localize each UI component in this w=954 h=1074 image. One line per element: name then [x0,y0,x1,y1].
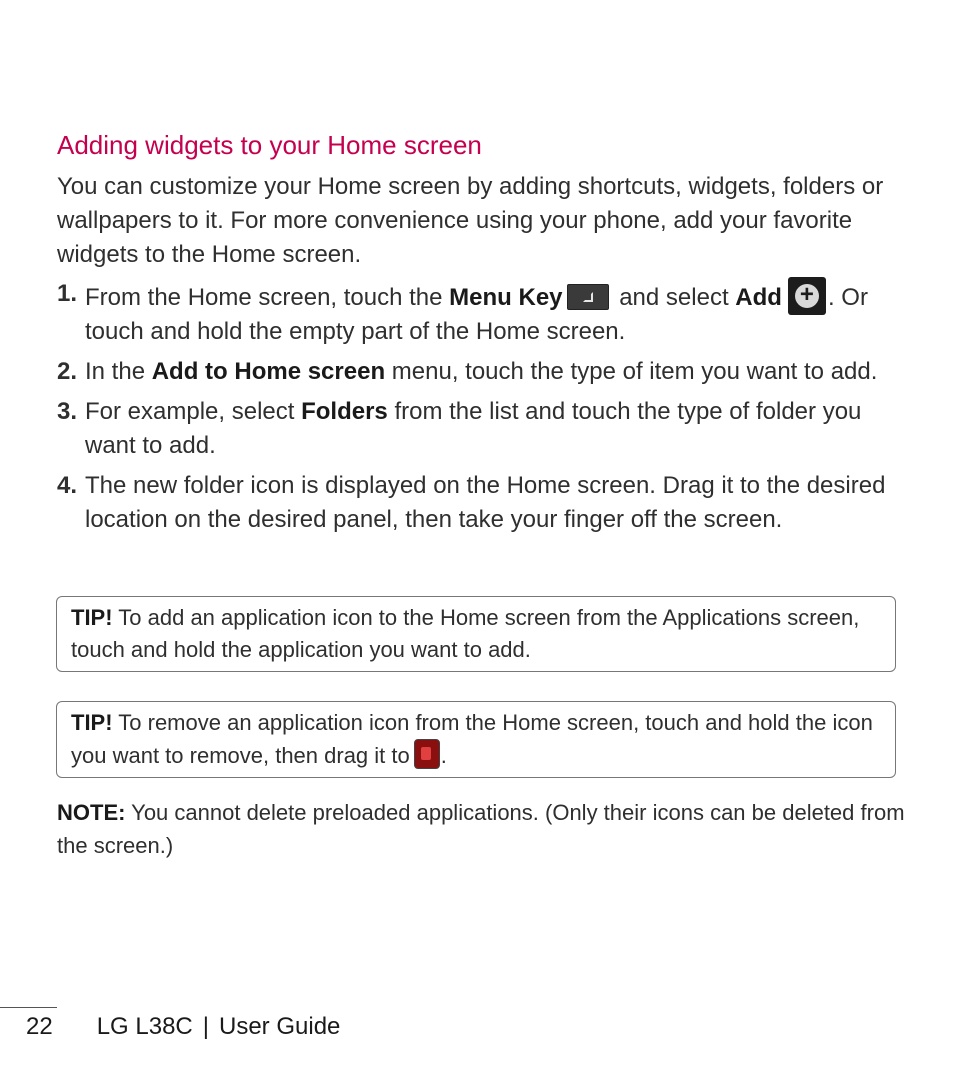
menu-key-label: Menu Key [449,284,563,311]
folders-label: Folders [301,398,388,425]
trash-can-icon [414,739,440,769]
tip-text: To add an application icon to the Home screen from the Applications screen, touch and hold the application you want to add. [71,605,860,662]
tip-text-end: . [440,743,447,768]
page-footer [26,1010,340,1044]
step-1 [57,277,907,349]
tip-label: TIP! [71,605,113,630]
step-number: 2. [57,358,78,385]
product-name: LG L38C [96,1013,193,1040]
tip-box-add-icon [56,596,896,672]
step-text: from the list and touch the type of folder you want to add. [85,398,862,459]
steps-list [57,277,907,543]
add-to-home-screen-label: Add to Home screen [151,358,386,385]
step-text: In the [85,358,152,385]
step-text: From the Home screen, touch the [85,284,450,311]
menu-key-icon [567,284,609,310]
step-number: 3. [57,398,78,425]
add-label: Add [735,284,782,311]
step-number: 4. [57,472,78,499]
step-text: The new folder icon is displayed on the Home screen. Drag it to the desired location on the desired panel, then take your finger off the screen. [85,472,886,533]
step-3 [57,395,907,463]
step-text: . Or touch and hold the empty part of the Home screen. [85,284,868,345]
step-text: menu, touch the type of item you want to add. [385,358,878,385]
page-number: 22 [26,1013,53,1040]
note-paragraph [57,796,907,862]
section-heading: Adding widgets to your Home screen [57,130,482,160]
step-4 [57,469,907,537]
intro-paragraph: You can customize your Home screen by adding shortcuts, widgets, folders or wallpapers to it. For more convenience using your phone, add your favorite widgets to the Home screen. [57,173,884,268]
add-plus-icon [788,277,826,315]
note-text: You cannot delete preloaded applications. (Only their icons can be deleted from the screen.) [57,800,905,858]
guide-title: User Guide [219,1013,341,1040]
tip-label: TIP! [71,710,113,735]
note-label: NOTE: [57,800,126,825]
step-2 [57,355,907,389]
footer-separator: | [202,1013,209,1040]
step-number: 1. [57,280,78,307]
tip-text: To remove an application icon from the Home screen, touch and hold the icon you want to remove, then drag it to [71,710,873,768]
step-text: For example, select [85,398,302,425]
tip-box-remove-icon [56,701,896,778]
footer-rule [0,1007,57,1008]
step-text: and select [612,284,736,311]
